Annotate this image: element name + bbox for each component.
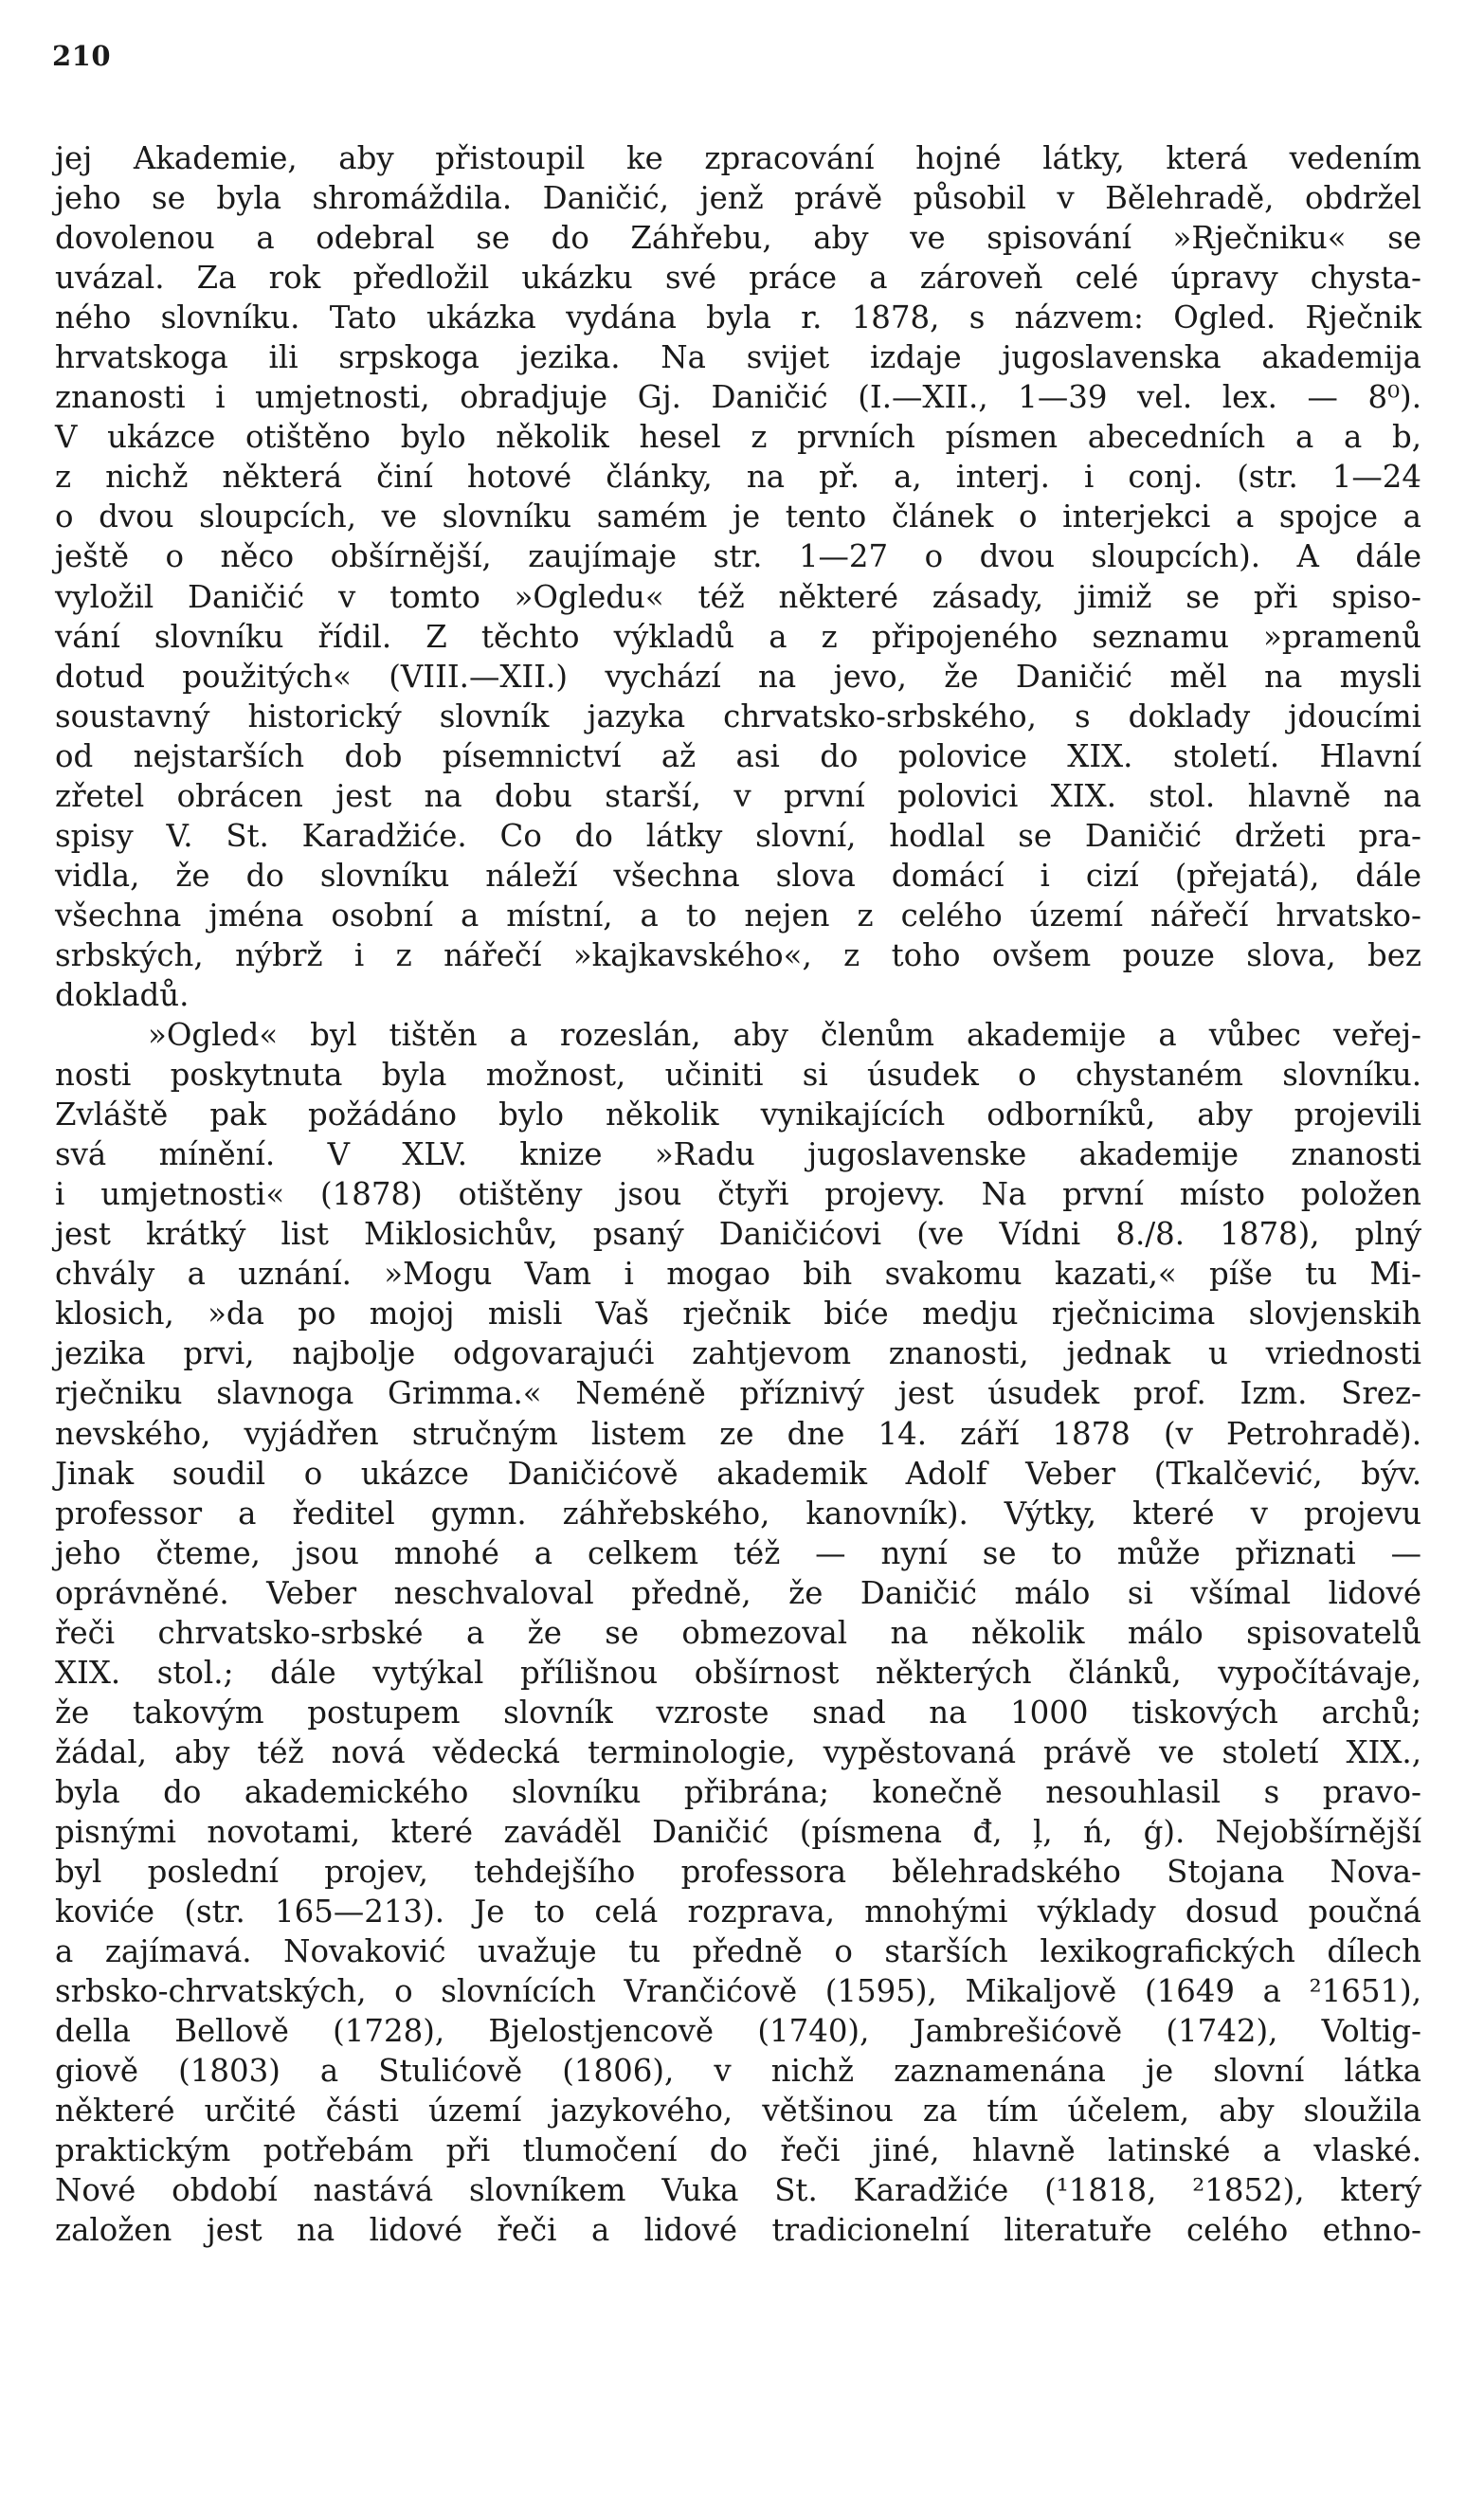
text-line: i umjetnosti« (1878) otištěny jsou čtyři projevy. Na první místo položen xyxy=(55,1176,1421,1213)
text-line: srbských, nýbrž i z nářečí »kajkavského«, z toho ovšem pouze slova, bez xyxy=(55,936,1421,973)
text-line: jej Akademie, aby přistoupil ke zpracování hojné látky, která vedením xyxy=(55,140,1421,176)
text-line: zřetel obrácen jest na dobu starší, v první polovici XIX. stol. hlavně na xyxy=(55,777,1421,814)
text-line: srbsko-chrvatských, o slovnících Vrančićově (1595), Mikaljově (1649 a ²1651), xyxy=(55,1973,1421,2010)
text-line: V ukázce otištěno bylo několik hesel z prvních písmen abecedních a a b, xyxy=(55,419,1421,456)
text-line: dovolenou a odebral se do Záhřebu, aby ve spisování »Rječniku« se xyxy=(55,220,1421,257)
text-line: řeči chrvatsko-srbské a že se obmezoval na několik málo spisovatelů xyxy=(55,1614,1421,1651)
text-line: Jinak soudil o ukázce Daničićově akademik Adolf Veber (Tkalčević, býv. xyxy=(55,1455,1421,1492)
text-line: soustavný historický slovník jazyka chrvatsko-srbského, s doklady jdoucími xyxy=(55,698,1421,734)
text-line: všechna jména osobní a místní, a to nejen z celého území nářečí hrvatsko- xyxy=(55,897,1421,934)
text-line: vyložil Daničić v tomto »Ogledu« též některé zásady, jimiž se při spiso- xyxy=(55,578,1421,615)
text-line: ještě o něco obšírnější, zaujímaje str. 1—27 o dvou sloupcích). A dále xyxy=(55,538,1421,575)
text-line: vidla, že do slovníku náleží všechna slova domácí i cizí (přejatá), dále xyxy=(55,857,1421,894)
text-line: ného slovníku. Tato ukázka vydána byla r. 1878, s názvem: Ogled. Rječnik xyxy=(55,299,1421,336)
text-line: nosti poskytnuta byla možnost, učiniti si úsudek o chystaném slovníku. xyxy=(55,1057,1421,1094)
text-line: že takovým postupem slovník vzroste snad na 1000 tiskových archů; xyxy=(55,1694,1421,1731)
text-line: jest krátký list Miklosichův, psaný Daničićovi (ve Vídni 8./8. 1878), plný xyxy=(55,1216,1421,1253)
text-line: byla do akademického slovníku přibrána; konečně nesouhlasil s pravo- xyxy=(55,1773,1421,1810)
paragraph xyxy=(55,1015,1421,2250)
text-line: jeho se byla shromáždila. Daničić, jenž právě působil v Bělehradě, obdržel xyxy=(55,180,1421,217)
text-line: dotud použitých« (VIII.—XII.) vychází na jevo, že Daničić měl na mysli xyxy=(55,658,1421,695)
text-line: giově (1803) a Stulićově (1806), v nichž zaznamenána je slovní látka xyxy=(55,2053,1421,2090)
page-number: 210 xyxy=(52,40,112,72)
text-line: klosich, »da po mojoj misli Vaš rječnik biće medju rječnicima slovjenskih xyxy=(55,1296,1421,1333)
text-line: Zvláště pak požádáno bylo několik vynikajících odborníků, aby projevili xyxy=(55,1097,1421,1133)
text-line: z nichž některá činí hotové články, na př. a, interj. i conj. (str. 1—24 xyxy=(55,459,1421,496)
paragraph xyxy=(55,138,1421,1015)
text-line: Nové období nastává slovníkem Vuka St. Karadžiće (¹1818, ²1852), který xyxy=(55,2172,1421,2209)
text-line: od nejstarších dob písemnictví až asi do polovice XIX. století. Hlavní xyxy=(55,737,1421,774)
text-line: žádal, aby též nová vědecká terminologie, vypěstovaná právě ve století XIX., xyxy=(55,1733,1421,1770)
text-line: nevského, vyjádřen stručným listem ze dne 14. září 1878 (v Petrohradě). xyxy=(55,1415,1421,1452)
text-line: della Bellově (1728), Bjelostjencově (1740), Jambrešićově (1742), Voltig- xyxy=(55,2013,1421,2050)
text-line: rječniku slavnoga Grimma.« Neméně příznivý jest úsudek prof. Izm. Srez- xyxy=(55,1375,1421,1412)
text-line: XIX. stol.; dále vytýkal přílišnou obšírnost některých článků, vypočítávaje, xyxy=(55,1654,1421,1691)
body-text xyxy=(55,138,1421,2250)
text-line: vání slovníku řídil. Z těchto výkladů a z připojeného seznamu »pramenů xyxy=(55,618,1421,655)
text-line: »Ogled« byl tištěn a rozeslán, aby členům akademije a vůbec veřej- xyxy=(148,1017,1421,1054)
text-line: oprávněné. Veber neschvaloval předně, že Daničić málo si všímal lidové xyxy=(55,1574,1421,1611)
text-line: některé určité části území jazykového, většinou za tím účelem, aby sloužila xyxy=(55,2093,1421,2130)
text-line: založen jest na lidové řeči a lidové tradicionelní literatuře celého ethno- xyxy=(55,2212,1421,2249)
text-line: pisnými novotami, které zaváděl Daničić (písmena đ, ļ, ń, ģ). Nejobšírnější xyxy=(55,1813,1421,1850)
text-line: praktickým potřebám při tlumočení do řeči jiné, hlavně latinské a vlaské. xyxy=(55,2132,1421,2169)
text-line: a zajímavá. Novaković uvažuje tu předně o starších lexikografických dílech xyxy=(55,1933,1421,1970)
text-line: znanosti i umjetnosti, obradjuje Gj. Daničić (I.—XII., 1—39 vel. lex. — 8⁰). xyxy=(55,379,1421,416)
text-line: koviće (str. 165—213). Je to celá rozprava, mnohými výklady dosud poučná xyxy=(55,1894,1421,1931)
text-line: spisy V. St. Karadžiće. Co do látky slovní, hodlal se Daničić držeti pra- xyxy=(55,817,1421,854)
text-line: uvázal. Za rok předložil ukázku své práce a zároveň celé úpravy chysta- xyxy=(55,260,1421,297)
text-line: jezika prvi, najbolje odgovarajući zahtjevom znanosti, jednak u vriednosti xyxy=(55,1335,1421,1372)
text-line: jeho čteme, jsou mnohé a celkem též — nyní se to může přiznati — xyxy=(55,1534,1421,1571)
text-line: dokladů. xyxy=(55,976,190,1013)
text-line: byl poslední projev, tehdejšího professora bělehradského Stojana Nova- xyxy=(55,1854,1421,1891)
text-line: svá mínění. V XLV. knize »Radu jugoslavenske akademije znanosti xyxy=(55,1136,1421,1173)
text-line: hrvatskoga ili srpskoga jezika. Na svijet izdaje jugoslavenska akademija xyxy=(55,339,1421,376)
text-line: chvály a uznání. »Mogu Vam i mogao bih svakomu kazati,« píše tu Mi- xyxy=(55,1256,1421,1293)
text-line: professor a ředitel gymn. záhřebského, kanovník). Výtky, které v projevu xyxy=(55,1495,1421,1532)
text-line: o dvou sloupcích, ve slovníku samém je tento článek o interjekci a spojce a xyxy=(55,499,1421,535)
